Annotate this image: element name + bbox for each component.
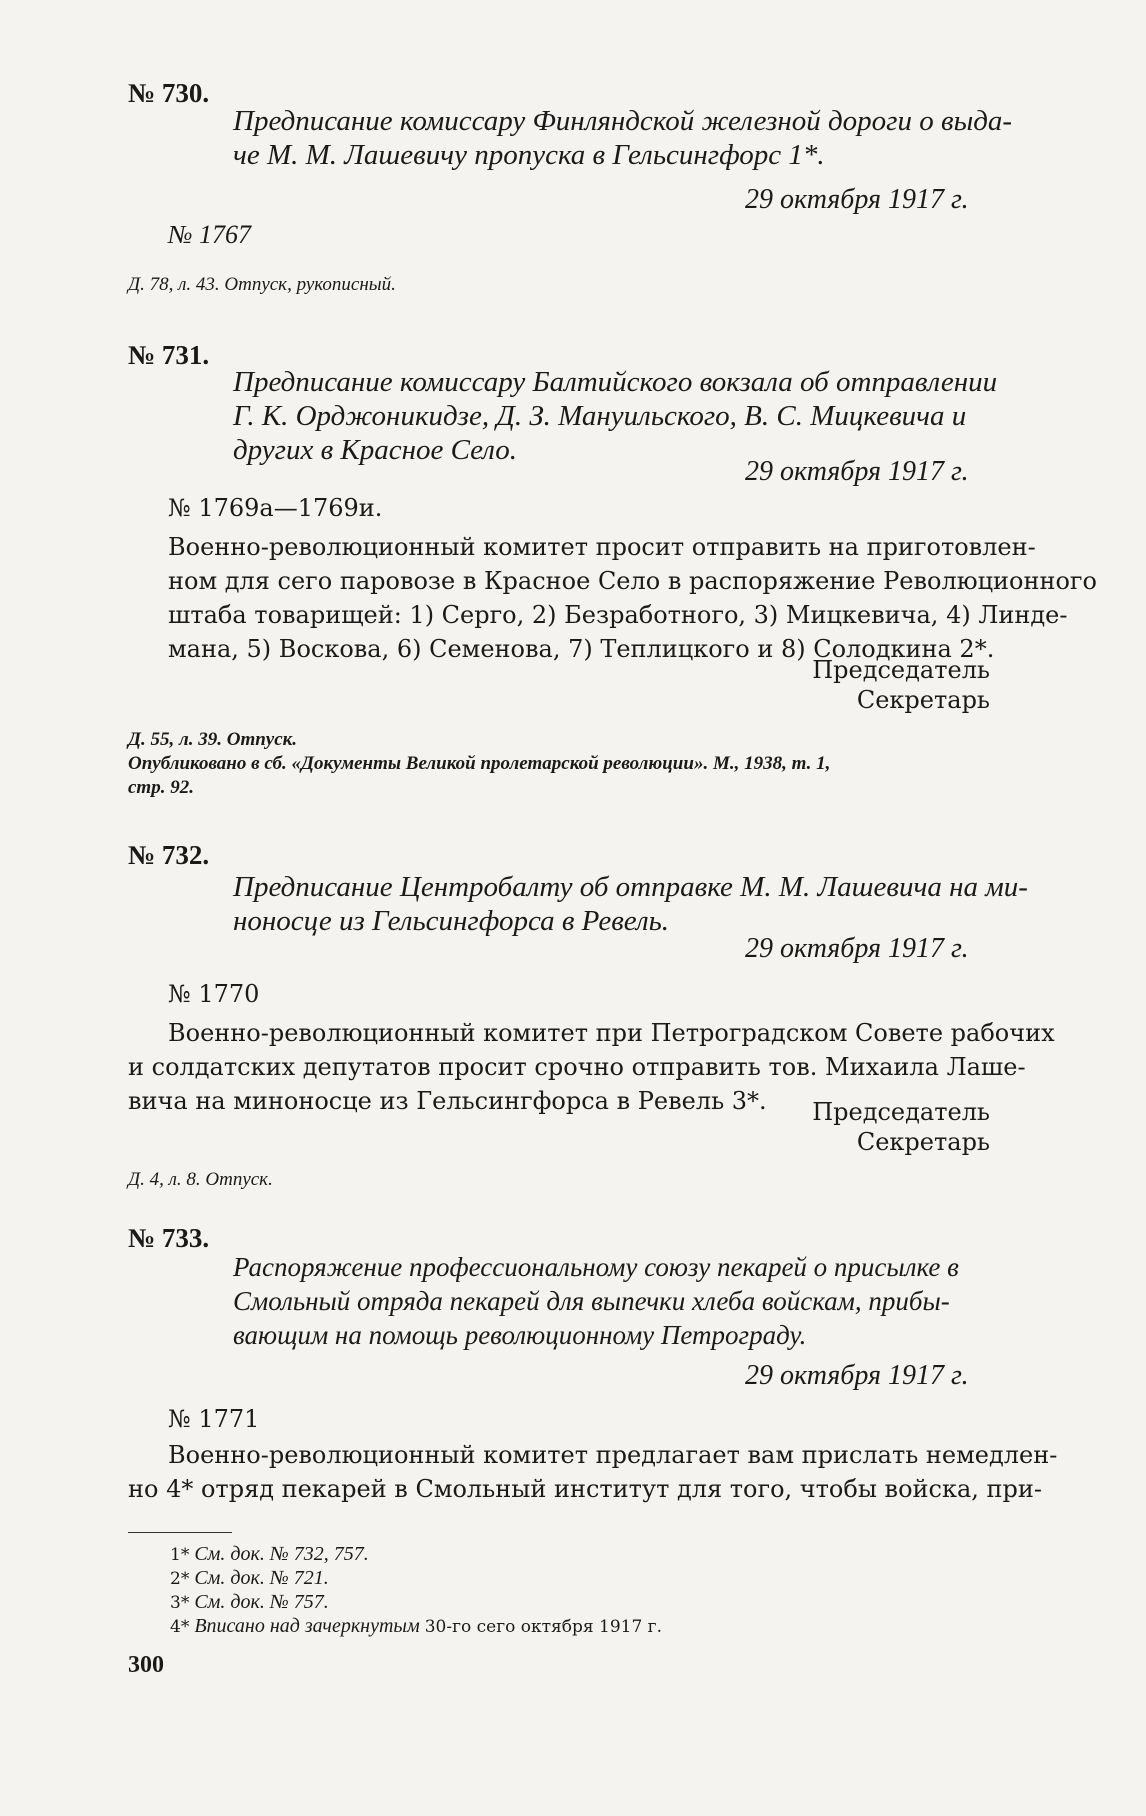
- footnote-mark: 2*: [170, 1569, 190, 1589]
- doc-733-date: 29 октября 1917 г.: [745, 1360, 969, 1391]
- doc-732-signature-chair: Председатель: [812, 1098, 990, 1126]
- footnote-upright-text: 30-го сего октября 1917 г.: [424, 1617, 662, 1637]
- title-line: вающим на помощь революционному Петрограду.: [233, 1320, 807, 1350]
- footnotes: [170, 1543, 662, 1639]
- footnote-mark: 3*: [170, 1593, 190, 1613]
- doc-730-title: [233, 104, 1013, 172]
- body-line: вича на миноносце из Гельсингфорса в Ревель 3*.: [128, 1087, 767, 1115]
- doc-732-number: № 732.: [128, 840, 210, 870]
- doc-731-body: [168, 530, 1097, 666]
- footnote: [170, 1567, 662, 1591]
- doc-732-title: [233, 870, 1028, 938]
- footnote-mark: 4*: [170, 1617, 190, 1637]
- footnote-text: См. док. № 721.: [194, 1567, 329, 1589]
- doc-732-date: 29 октября 1917 г.: [745, 933, 969, 964]
- title-line: Предписание комиссару Балтийского вокзала об отправлении: [233, 366, 998, 398]
- doc-733-doc-number: № 1771: [168, 1405, 260, 1433]
- title-line: че М. М. Лашевичу пропуска в Гельсингфорс 1*.: [233, 139, 825, 171]
- body-line: ном для сего паровозе в Красное Село в распоряжение Революционного: [168, 567, 1097, 595]
- body-line: и солдатских депутатов просит срочно отправить тов. Михаила Лаше-: [128, 1053, 1026, 1081]
- footnote-mark: 1*: [170, 1545, 190, 1565]
- body-line: Военно-революционный комитет при Петроградском Совете рабочих: [168, 1019, 1055, 1047]
- doc-730-source: Д. 78, л. 43. Отпуск, рукописный.: [128, 274, 396, 295]
- footnote: [170, 1591, 662, 1615]
- title-line: ноносце из Гельсингфорса в Ревель.: [233, 905, 670, 937]
- page-number: 300: [128, 1652, 164, 1678]
- footnote-text: См. док. № 757.: [194, 1591, 329, 1613]
- doc-731-source: [128, 728, 830, 800]
- doc-731-date: 29 октября 1917 г.: [745, 456, 969, 487]
- source-line: Д. 55, л. 39. Отпуск.: [128, 729, 298, 750]
- body-line: Военно-революционный комитет предлагает вам прислать немедлен-: [168, 1441, 1058, 1469]
- doc-733-number: № 733.: [128, 1223, 210, 1253]
- footnote: [170, 1615, 662, 1639]
- doc-732-doc-number: № 1770: [168, 980, 260, 1008]
- doc-731-signature-secretary: Секретарь: [856, 686, 990, 714]
- title-line: Смольный отряда пекарей для выпечки хлеба войскам, прибы-: [233, 1286, 950, 1316]
- footnote: [170, 1543, 662, 1567]
- title-line: Распоряжение профессиональному союзу пекарей о присылке в: [233, 1252, 959, 1282]
- doc-731-title: [233, 365, 998, 467]
- body-line: Военно-революционный комитет просит отправить на приготовлен-: [168, 533, 1036, 561]
- doc-731-doc-number: № 1769а—1769и.: [168, 494, 383, 522]
- body-line: штаба товарищей: 1) Серго, 2) Безработного, 3) Мицкевича, 4) Линде-: [168, 601, 1068, 629]
- source-line: Опубликовано в сб. «Документы Великой пролетарской революции». М., 1938, т. 1,: [128, 753, 831, 774]
- doc-733-title: [233, 1250, 993, 1352]
- doc-733-body: [128, 1438, 1058, 1506]
- doc-732-source: Д. 4, л. 8. Отпуск.: [128, 1169, 273, 1190]
- source-line: стр. 92.: [128, 777, 194, 798]
- doc-732-signature-secretary: Секретарь: [856, 1128, 990, 1156]
- footnote-separator: [128, 1532, 232, 1533]
- title-line: Г. К. Орджоникидзе, Д. З. Мануильского, В. С. Мицкевича и: [233, 400, 967, 432]
- body-line: но 4* отряд пекарей в Смольный институт для того, чтобы войска, при-: [128, 1475, 1042, 1503]
- doc-730-number: № 730.: [128, 78, 210, 108]
- title-line: других в Красное Село.: [233, 434, 518, 466]
- footnote-text: См. док. № 732, 757.: [194, 1543, 369, 1565]
- title-line: Предписание комиссару Финляндской железной дороги о выда-: [233, 105, 1013, 137]
- footnote-text: Вписано над зачеркнутым: [194, 1615, 420, 1637]
- doc-731-signature-chair: Председатель: [812, 656, 990, 684]
- doc-730-doc-number: № 1767: [168, 220, 252, 249]
- doc-730-date: 29 октября 1917 г.: [745, 184, 969, 215]
- body-line: мана, 5) Воскова, 6) Семенова, 7) Теплицкого и 8) Солодкина 2*.: [168, 635, 995, 663]
- doc-731-number: № 731.: [128, 340, 210, 370]
- title-line: Предписание Центробалту об отправке М. М. Лашевича на ми-: [233, 871, 1028, 903]
